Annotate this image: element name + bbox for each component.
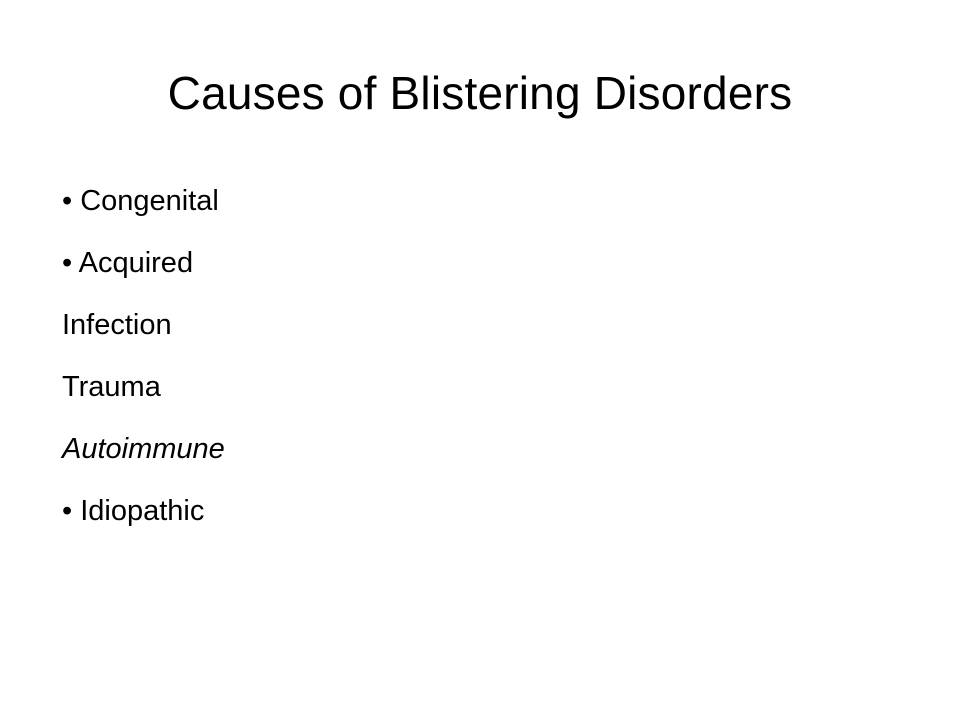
list-item-acquired: • Acquired [62, 247, 194, 279]
slide-title: Causes of Blistering Disorders [167, 67, 793, 119]
list-item-infection: Infection [62, 309, 172, 341]
slide-content-list [62, 170, 902, 542]
list-item-congenital: • Congenital [62, 185, 219, 217]
list-item-idiopathic: • Idiopathic [62, 495, 205, 527]
list-item-autoimmune: Autoimmune [62, 433, 225, 465]
list-item-trauma: Trauma [62, 371, 161, 403]
